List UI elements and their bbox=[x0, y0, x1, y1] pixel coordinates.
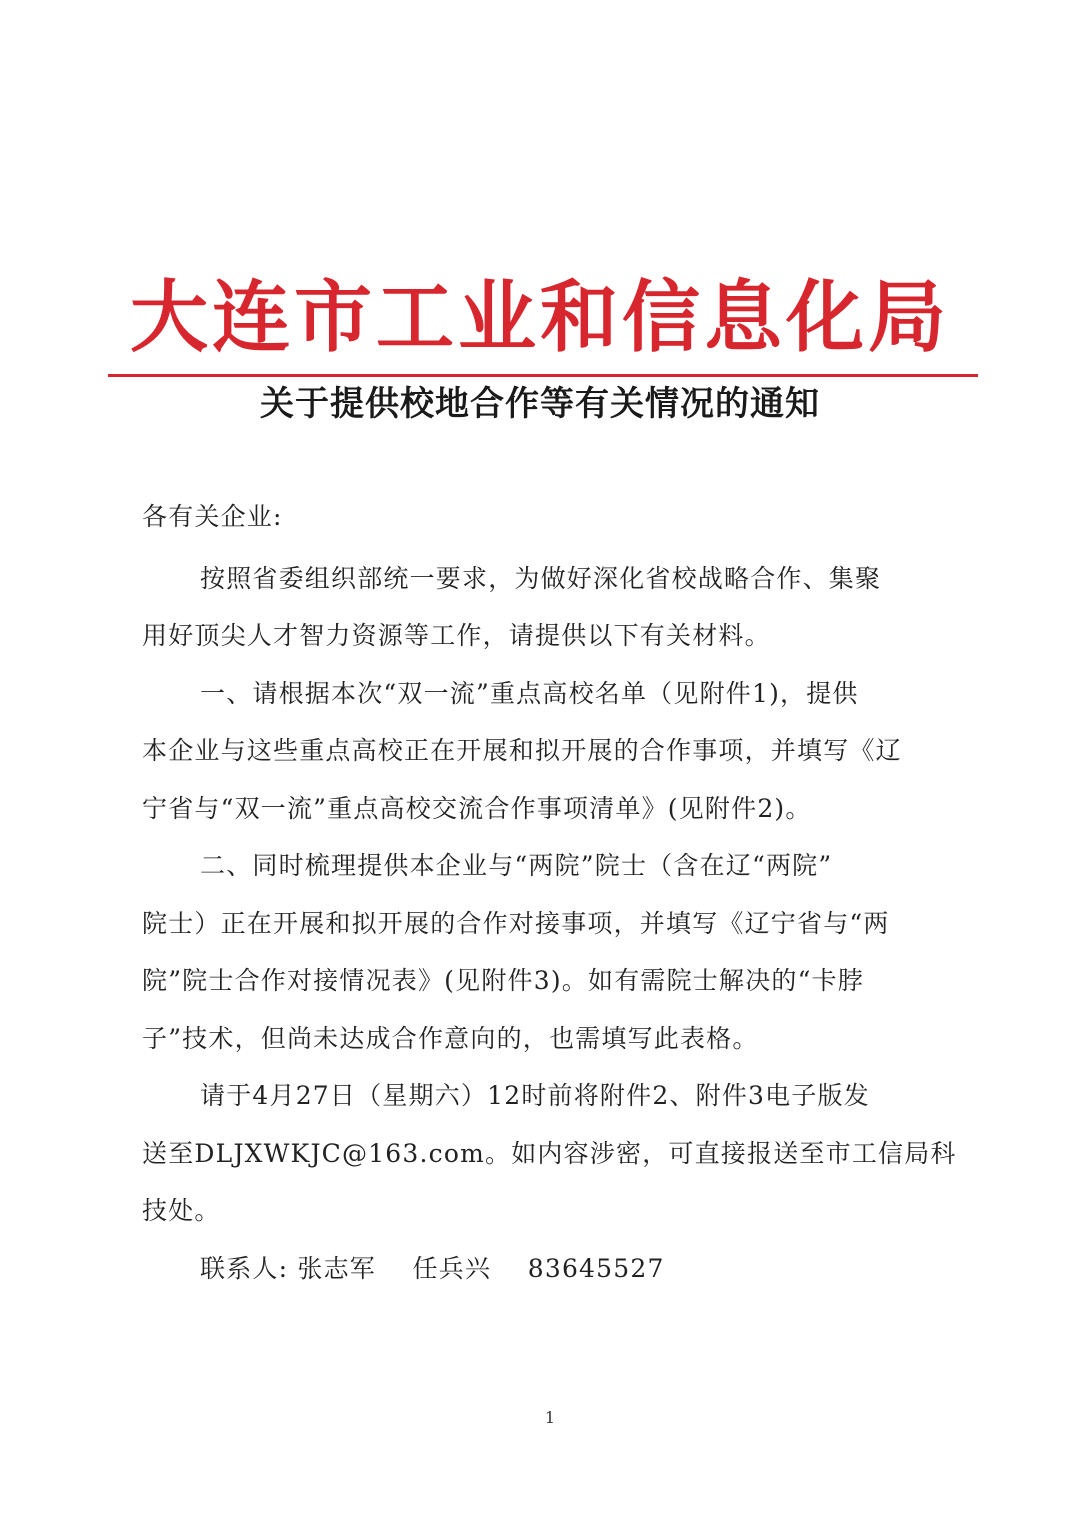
salutation: 各有关企业: bbox=[142, 502, 283, 531]
body-line: 二、同时梳理提供本企业与“两院”院士（含在辽“两院” bbox=[200, 851, 833, 880]
body-line: 院士）正在开展和拟开展的合作对接事项，并填写《辽宁省与“两 bbox=[142, 909, 890, 938]
body-line: 技处。 bbox=[142, 1196, 221, 1225]
letterhead-red-rule bbox=[108, 374, 978, 377]
body-line: 本企业与这些重点高校正在开展和拟开展的合作事项，并填写《辽 bbox=[142, 736, 902, 765]
page-number: 1 bbox=[544, 1408, 556, 1427]
document-title: 关于提供校地合作等有关情况的通知 bbox=[260, 384, 820, 424]
body-line: 宁省与“双一流”重点高校交流合作事项清单》(见附件2)。 bbox=[142, 794, 812, 823]
letterhead-issuer: 大连市工业和信息化局 bbox=[129, 272, 950, 363]
body-line: 送至DLJXWKJC@163.com。如内容涉密，可直接报送至市工信局科 bbox=[142, 1139, 957, 1168]
contact-line: 联系人: 张志军 任兵兴 83645527 bbox=[200, 1254, 665, 1283]
body-line: 请于4月27日（星期六）12时前将附件2、附件3电子版发 bbox=[200, 1081, 870, 1110]
body-line: 按照省委组织部统一要求，为做好深化省校战略合作、集聚 bbox=[200, 564, 882, 593]
body-line: 院”院士合作对接情况表》(见附件3)。如有需院士解决的“卡脖 bbox=[142, 966, 864, 995]
body-line: 子”技术，但尚未达成合作意向的，也需填写此表格。 bbox=[142, 1024, 759, 1053]
body-line: 一、请根据本次“双一流”重点高校名单（见附件1)，提供 bbox=[200, 679, 859, 708]
body-line: 用好顶尖人才智力资源等工作，请提供以下有关材料。 bbox=[142, 621, 771, 650]
